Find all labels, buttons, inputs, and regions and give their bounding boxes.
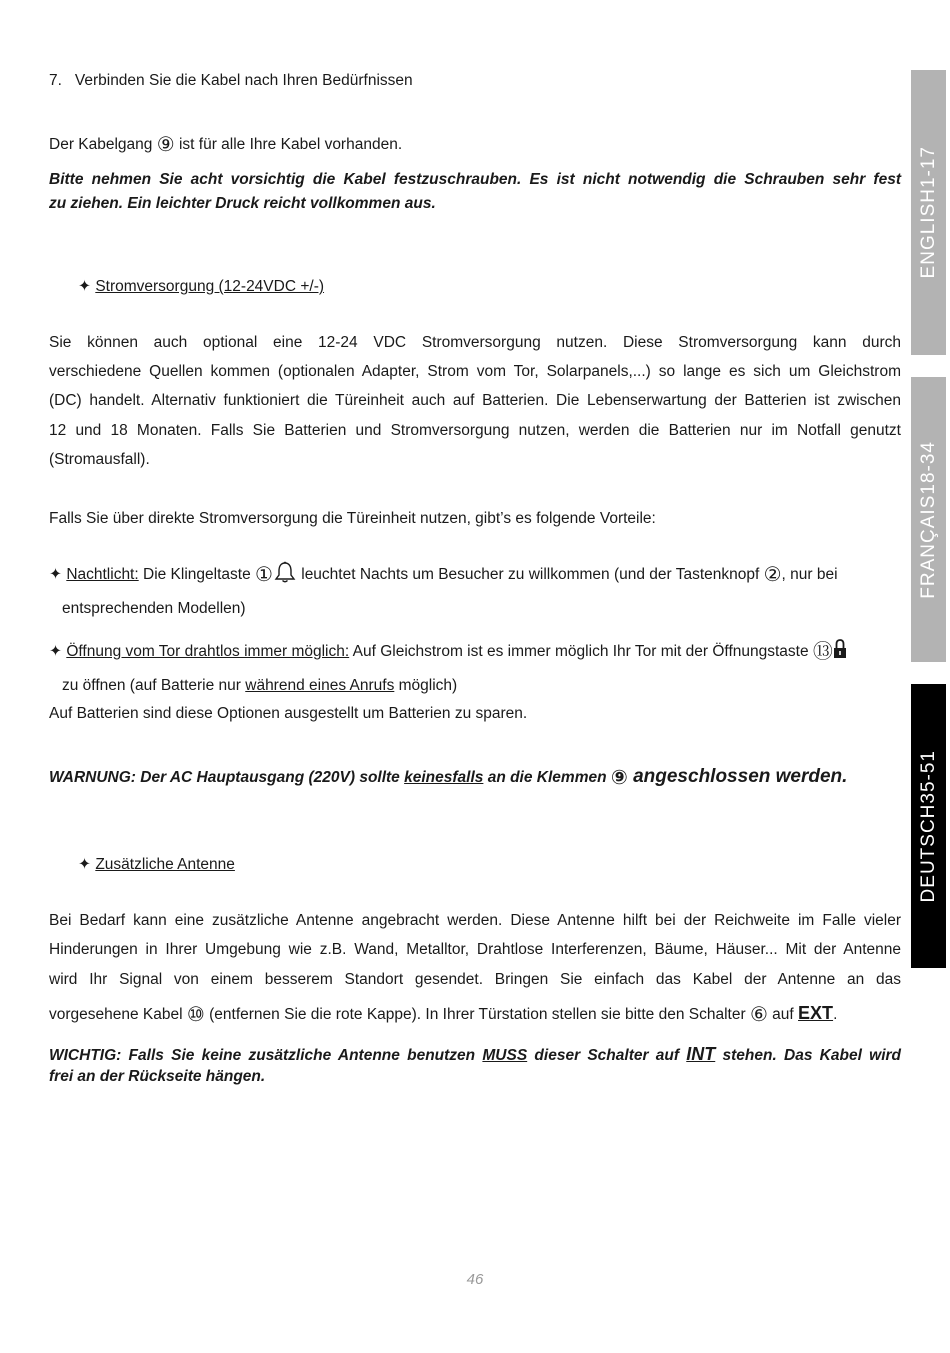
night-light-line-2: entsprechenden Modellen) bbox=[62, 600, 246, 617]
important-underlined: MUSS bbox=[482, 1047, 528, 1064]
power-paragraph-line: (Stromausfall). bbox=[49, 451, 150, 468]
important-note-line-2: frei an der Rückseite hängen. bbox=[49, 1068, 266, 1085]
power-paragraph-line: verschiedene Quellen kommen (optionalen Adapter, Strom vom Tor, Solarpanels,...) so lange es sich um Gleichstrom bbox=[49, 363, 901, 380]
ac-warning bbox=[49, 766, 901, 788]
power-paragraph-line: Sie können auch optional eine 12-24 VDC Stromversorgung nutzen. Diese Stromversorgung kann durch bbox=[49, 334, 901, 351]
cable-channel-line bbox=[49, 134, 901, 154]
tab-lang: FRANÇAIS bbox=[917, 494, 939, 599]
circled-number: ⑬ bbox=[812, 639, 833, 663]
bullet-icon: ✦ bbox=[78, 856, 91, 873]
night-light-item bbox=[49, 561, 901, 588]
bullet-icon: ✦ bbox=[78, 278, 91, 295]
antenna-paragraph-line: Bei Bedarf kann eine zusätzliche Antenne angebracht werden. Diese Antenne hilft bei der Reichweite im Falle vieler bbox=[49, 912, 901, 929]
tab-lang: DEUTSCH bbox=[917, 803, 939, 903]
antenna-paragraph-line-4 bbox=[49, 1003, 901, 1024]
night-light-text: , nur bei bbox=[781, 566, 838, 583]
circled-number: ⑨ bbox=[156, 132, 175, 156]
tab-pages: 18-34 bbox=[917, 440, 939, 495]
important-text: WICHTIG: Falls Sie keine zusätzliche Antenne benutzen bbox=[49, 1047, 483, 1064]
circled-number: ⑩ bbox=[186, 1002, 205, 1026]
ext-label: EXT bbox=[798, 1003, 834, 1023]
antenna-text: . bbox=[833, 1006, 838, 1023]
gate-open-label: Öffnung vom Tor drahtlos immer möglich: bbox=[66, 643, 350, 660]
antenna-text: vorgesehene Kabel bbox=[49, 1006, 187, 1023]
cable-text-post: ist für alle Ihre Kabel vorhanden. bbox=[174, 136, 403, 153]
power-paragraph-line: 12 und 18 Monaten. Falls Sie Batterien und Stromversorgung nutzen, werden die Batterien nur im Notfall genutzt bbox=[49, 422, 901, 439]
power-heading bbox=[78, 277, 324, 296]
advantages-intro: Falls Sie über direkte Stromversorgung die Türeinheit nutzen, gibt’s es folgende Vorteile: bbox=[49, 510, 656, 527]
tab-deutsch[interactable] bbox=[911, 684, 946, 968]
bell-icon bbox=[273, 561, 297, 588]
tab-lang: ENGLISH bbox=[917, 188, 939, 279]
night-light-label: Nachtlicht: bbox=[66, 566, 139, 583]
antenna-paragraph-line: Hinderungen in Ihrer Umgebung wie z.B. Wand, Metalltor, Drahtlose Interferenzen, Bäume, Häuser... Mit der Antenne bbox=[49, 941, 901, 958]
gate-open-line-2 bbox=[62, 677, 457, 695]
antenna-paragraph-line: wird Ihr Signal von einem besserem Standort gesendet. Bringen Sie einfach das Kabel der Antenne an das bbox=[49, 971, 901, 988]
int-label: INT bbox=[686, 1044, 716, 1064]
cable-text-pre: Der Kabelgang bbox=[49, 136, 157, 153]
bullet-icon: ✦ bbox=[49, 566, 62, 583]
ac-warning-underlined: keinesfalls bbox=[404, 769, 484, 786]
circled-number: ⑥ bbox=[749, 1002, 768, 1026]
important-note-line-1 bbox=[49, 1044, 901, 1065]
circled-number: ② bbox=[763, 562, 782, 586]
tab-pages: 1-17 bbox=[917, 146, 939, 189]
circled-number: ① bbox=[255, 562, 273, 586]
cable-warning-line-1: Bitte nehmen Sie acht vorsichtig die Kabel festzuschrauben. Es ist nicht notwendig die Schrauben sehr fest bbox=[49, 171, 901, 188]
ac-warning-text: an die Klemmen bbox=[483, 769, 611, 786]
tab-pages: 35-51 bbox=[917, 749, 939, 804]
night-light-text: leuchtet Nachts um Besucher zu willkommen (und der Tastenknopf bbox=[296, 566, 764, 583]
tab-english[interactable] bbox=[911, 70, 946, 355]
cable-warning-line-2: zu ziehen. Ein leichter Druck reicht vollkommen aus. bbox=[49, 195, 436, 212]
tab-francais[interactable] bbox=[911, 377, 946, 662]
antenna-text: (entfernen Sie die rote Kappe). In Ihrer Türstation stellen sie bitte den Schalter bbox=[204, 1006, 750, 1023]
ac-warning-emphasis: angeschlossen werden. bbox=[627, 766, 848, 787]
important-text: stehen. Das Kabel wird bbox=[715, 1047, 901, 1064]
ac-warning-text: WARNUNG: Der AC Hauptausgang (220V) sollte bbox=[49, 769, 405, 786]
gate-open-item bbox=[49, 638, 901, 665]
gate-open-text: möglich) bbox=[394, 677, 458, 694]
battery-note: Auf Batterien sind diese Optionen ausgestellt um Batterien zu sparen. bbox=[49, 705, 528, 722]
page-number: 46 bbox=[466, 1271, 484, 1288]
power-paragraph-line: (DC) handelt. Alternativ funktioniert die Türeinheit auch auf Batterien. Die Lebenserwartung der Batterien ist zwischen bbox=[49, 392, 901, 409]
night-light-text: Die Klingeltaste bbox=[138, 566, 255, 583]
power-heading-text: Stromversorgung (12-24VDC +/-) bbox=[95, 278, 325, 295]
step-number: 7. bbox=[49, 72, 62, 89]
antenna-heading-text: Zusätzliche Antenne bbox=[95, 856, 235, 873]
step-7 bbox=[49, 72, 413, 90]
antenna-heading bbox=[78, 855, 235, 874]
gate-open-text: zu öffnen (auf Batterie nur bbox=[62, 677, 246, 694]
lock-icon bbox=[833, 638, 847, 665]
bullet-icon: ✦ bbox=[49, 643, 62, 660]
gate-open-text: Auf Gleichstrom ist es immer möglich Ihr Tor mit der Öffnungstaste bbox=[349, 643, 813, 660]
step-text: Verbinden Sie die Kabel nach Ihren Bedürfnissen bbox=[74, 72, 413, 89]
antenna-text: auf bbox=[767, 1006, 799, 1023]
important-text: dieser Schalter auf bbox=[527, 1047, 687, 1064]
circled-number: ⑨ bbox=[610, 765, 628, 789]
gate-open-underlined: während eines Anrufs bbox=[245, 677, 395, 694]
